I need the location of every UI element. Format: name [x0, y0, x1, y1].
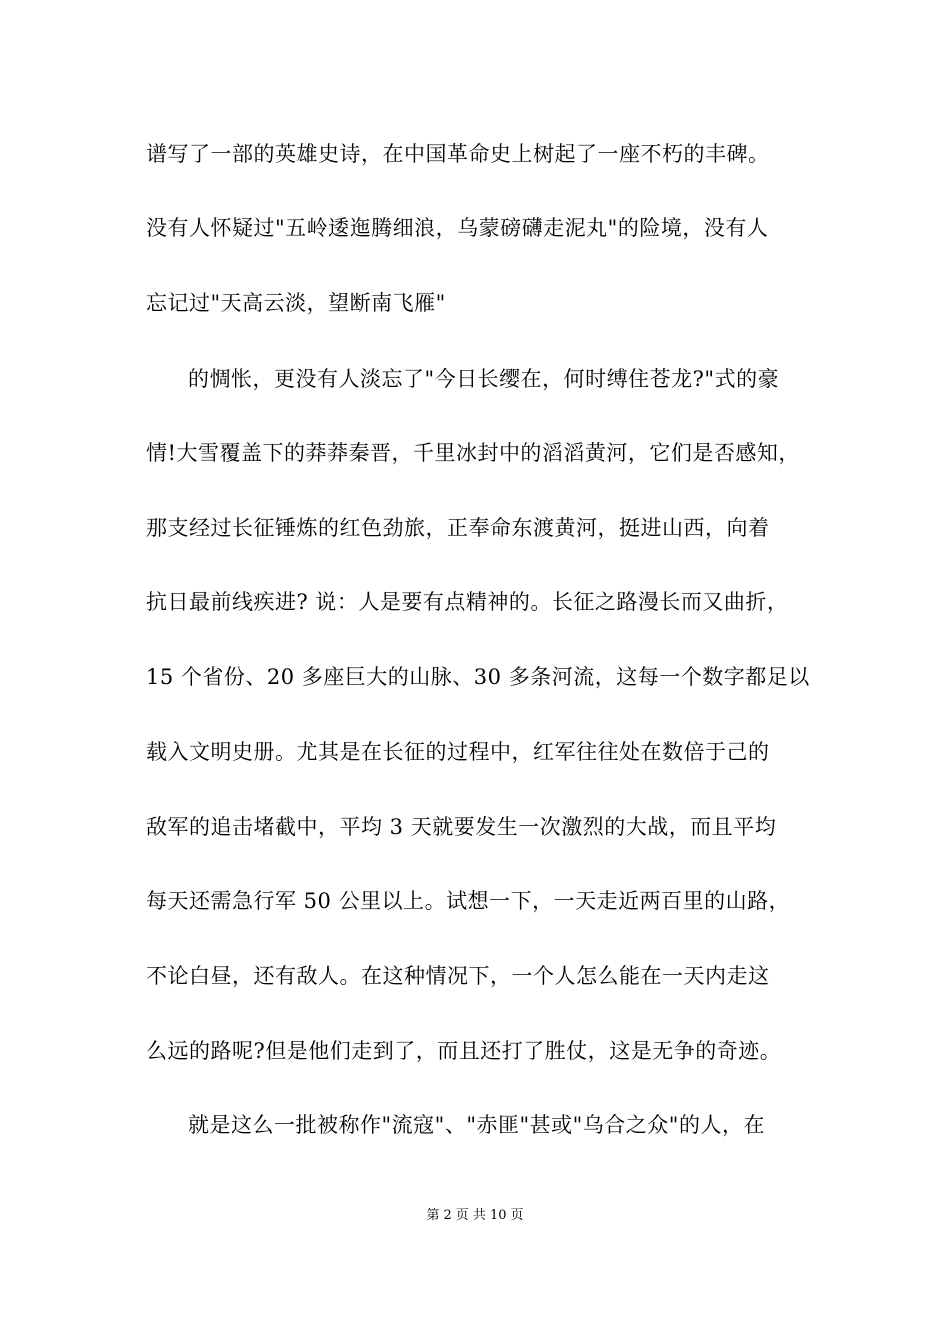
page-footer [0, 1207, 950, 1225]
footer-suffix: 页 [510, 1208, 524, 1223]
paragraph-line: 不论白昼，还有敌人。在这种情况下，一个人怎么能在一天内走这 [146, 964, 770, 988]
paragraph-line: 15 个省份、20 多座巨大的山脉、30 多条河流，这每一个数字都足以 [146, 665, 810, 689]
footer-current-page: 2 [443, 1208, 452, 1223]
paragraph-line: 那支经过长征锤炼的红色劲旅，正奉命东渡黄河，挺进山西，向着 [146, 516, 770, 540]
paragraph-line: 的惆怅，更没有人淡忘了"今日长缨在，何时缚住苍龙?"式的豪 [188, 367, 780, 391]
paragraph-line: 情!大雪覆盖下的莽莽秦晋，千里冰封中的滔滔黄河，它们是否感知， [146, 441, 800, 465]
footer-total-pages: 10 [489, 1208, 507, 1223]
paragraph-line: 么远的路呢?但是他们走到了，而且还打了胜仗，这是无争的奇迹。 [146, 1039, 782, 1063]
paragraph-line: 忘记过"天高云淡，望断南飞雁" [146, 291, 446, 315]
footer-prefix: 第 [426, 1208, 440, 1223]
footer-middle: 页 共 [455, 1208, 486, 1223]
paragraph-line: 敌军的追击堵截中，平均 3 天就要发生一次激烈的大战，而且平均 [146, 815, 777, 839]
paragraph-line: 每天还需急行军 50 公里以上。试想一下，一天走近两百里的山路， [146, 889, 791, 913]
paragraph-line: 谱写了一部的英雄史诗，在中国革命史上树起了一座不朽的丰碑。 [146, 142, 770, 166]
paragraph-line: 抗日最前线疾进? 说：人是要有点精神的。长征之路漫长而又曲折， [146, 590, 789, 614]
paragraph-line: 就是这么一批被称作"流寇"、"赤匪"甚或"乌合之众"的人，在 [188, 1113, 765, 1137]
paragraph-line: 载入文明史册。尤其是在长征的过程中，红军往往处在数倍于己的 [146, 740, 770, 764]
paragraph-line: 没有人怀疑过"五岭逶迤腾细浪，乌蒙磅礴走泥丸"的险境，没有人 [146, 216, 769, 240]
